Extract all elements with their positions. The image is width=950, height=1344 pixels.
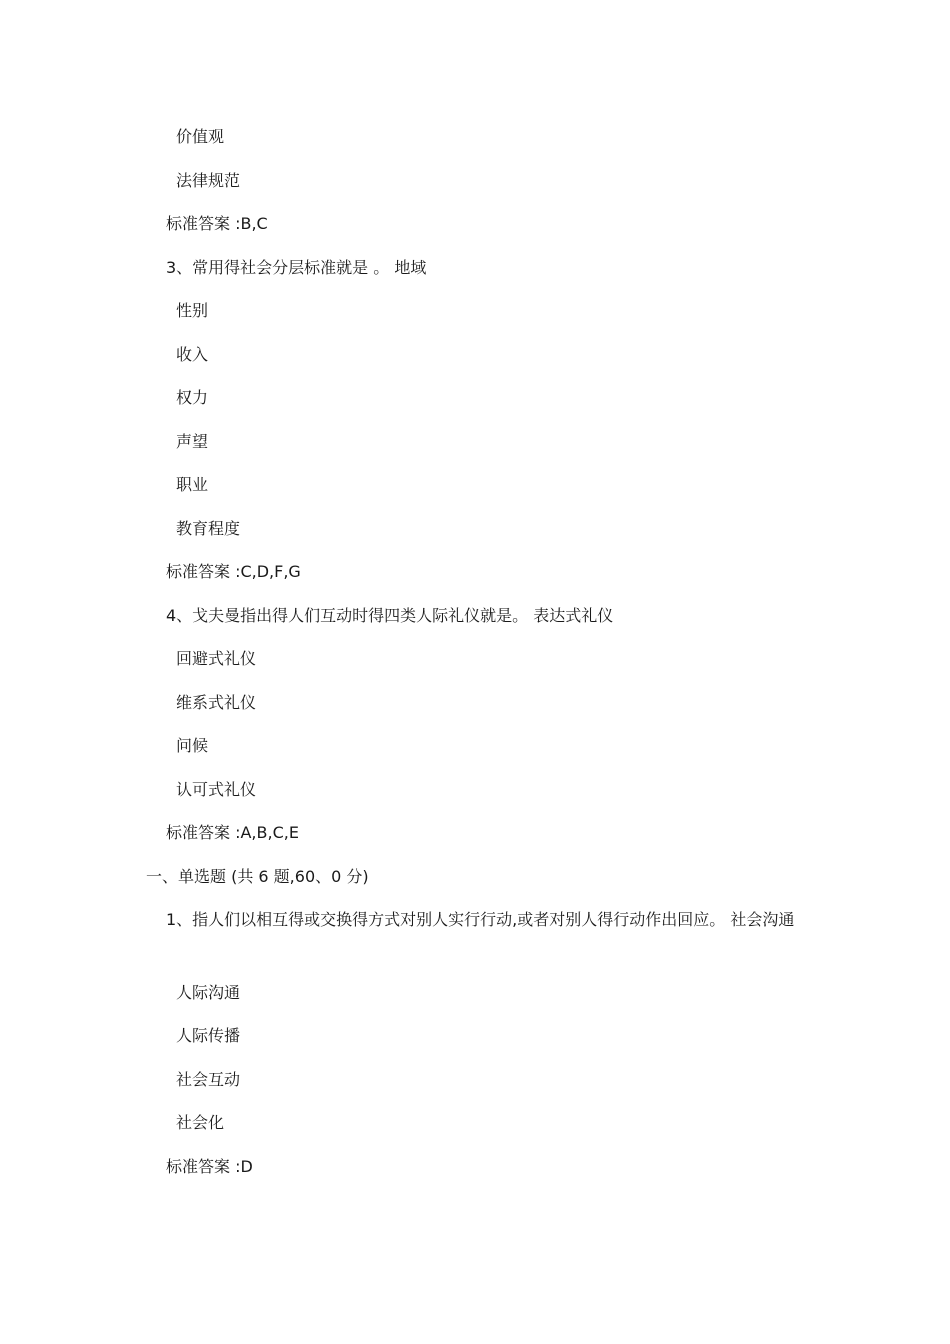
option-text: 教育程度 <box>176 519 241 538</box>
option-text: 维系式礼仪 <box>176 693 257 712</box>
answer-text: 标准答案 :B,C <box>166 214 268 233</box>
answer-text: 标准答案 :A,B,C,E <box>166 823 299 842</box>
question-text: 3、常用得社会分层标准就是 。 地域 <box>166 258 427 277</box>
option-text: 社会化 <box>176 1113 225 1132</box>
question-text: 1、指人们以相互得或交换得方式对别人实行行动,或者对别人得行动作出回应。 社会沟通 <box>166 910 795 929</box>
option-text: 职业 <box>176 475 209 494</box>
question-text: 4、戈夫曼指出得人们互动时得四类人际礼仪就是。 表达式礼仪 <box>166 606 614 625</box>
option-text: 权力 <box>176 388 209 407</box>
option-text: 人际沟通 <box>176 983 241 1002</box>
answer-text: 标准答案 :C,D,F,G <box>166 562 301 581</box>
option-text: 回避式礼仪 <box>176 649 257 668</box>
option-text: 人际传播 <box>176 1026 241 1045</box>
option-text: 收入 <box>176 345 209 364</box>
option-text: 认可式礼仪 <box>176 780 257 799</box>
option-text: 价值观 <box>176 127 225 146</box>
section-heading: 一、单选题 (共 6 题,60、0 分) <box>146 867 369 886</box>
option-text: 社会互动 <box>176 1070 241 1089</box>
option-text: 问候 <box>176 736 209 755</box>
answer-text: 标准答案 :D <box>166 1157 253 1176</box>
option-text: 法律规范 <box>176 171 241 190</box>
option-text: 性别 <box>176 301 209 320</box>
option-text: 声望 <box>176 432 209 451</box>
